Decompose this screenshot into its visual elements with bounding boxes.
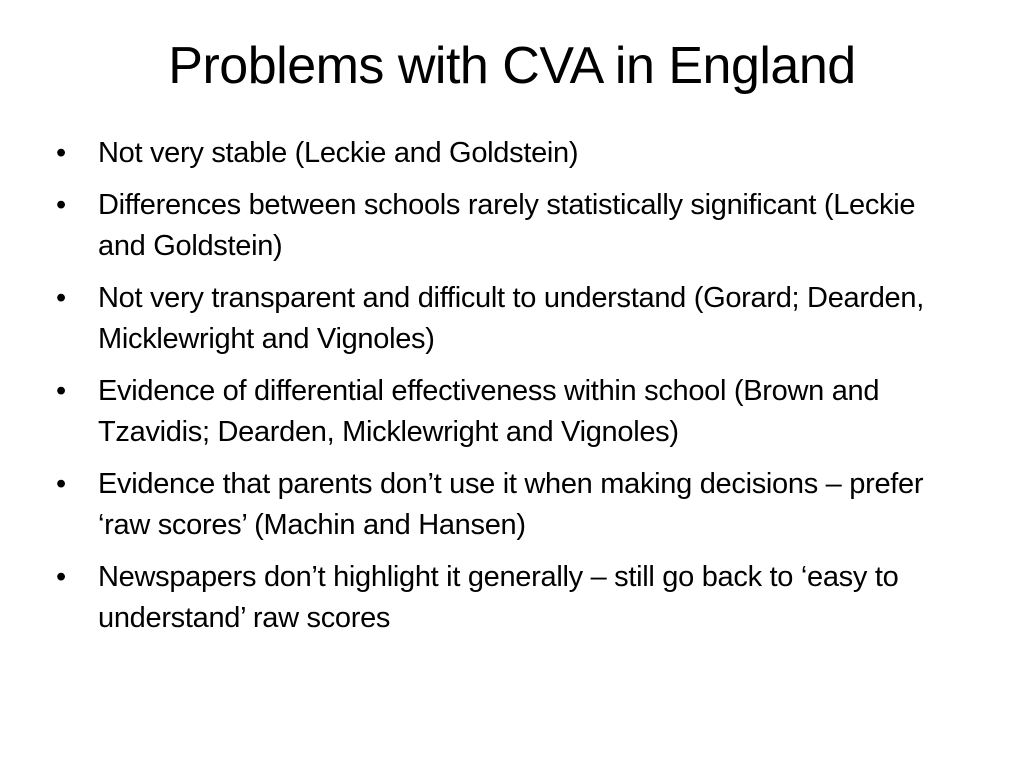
bullet-list xyxy=(56,133,956,650)
bullet-text: Evidence of differential effectiveness within school (Brown and Tzavidis; Dearden, Micklewright and Vignoles) xyxy=(98,374,880,448)
bullet-text: Evidence that parents don’t use it when making decisions – prefer ‘raw scores’ (Machin and Hansen) xyxy=(98,467,924,541)
bullet-item xyxy=(56,278,956,361)
bullet-dot-icon: • xyxy=(56,374,66,407)
bullet-dot-icon: • xyxy=(56,281,66,314)
bullet-item xyxy=(56,464,956,547)
bullet-item xyxy=(56,185,956,268)
bullet-text: Newspapers don’t highlight it generally – still go back to ‘easy to understand’ raw scores xyxy=(98,560,899,634)
slide-title: Problems with CVA in England xyxy=(168,37,856,95)
bullet-text: Not very transparent and difficult to understand (Gorard; Dearden, Micklewright and Vignoles) xyxy=(98,281,924,355)
bullet-item xyxy=(56,371,956,454)
bullet-dot-icon: • xyxy=(56,467,66,500)
bullet-text: Not very stable (Leckie and Goldstein) xyxy=(98,137,579,169)
bullet-dot-icon: • xyxy=(56,137,66,169)
bullet-dot-icon: • xyxy=(56,188,66,221)
bullet-item xyxy=(56,557,956,640)
bullet-text: Differences between schools rarely statistically significant (Leckie and Goldstein) xyxy=(98,188,916,262)
bullet-dot-icon: • xyxy=(56,560,66,593)
bullet-item xyxy=(56,133,956,175)
